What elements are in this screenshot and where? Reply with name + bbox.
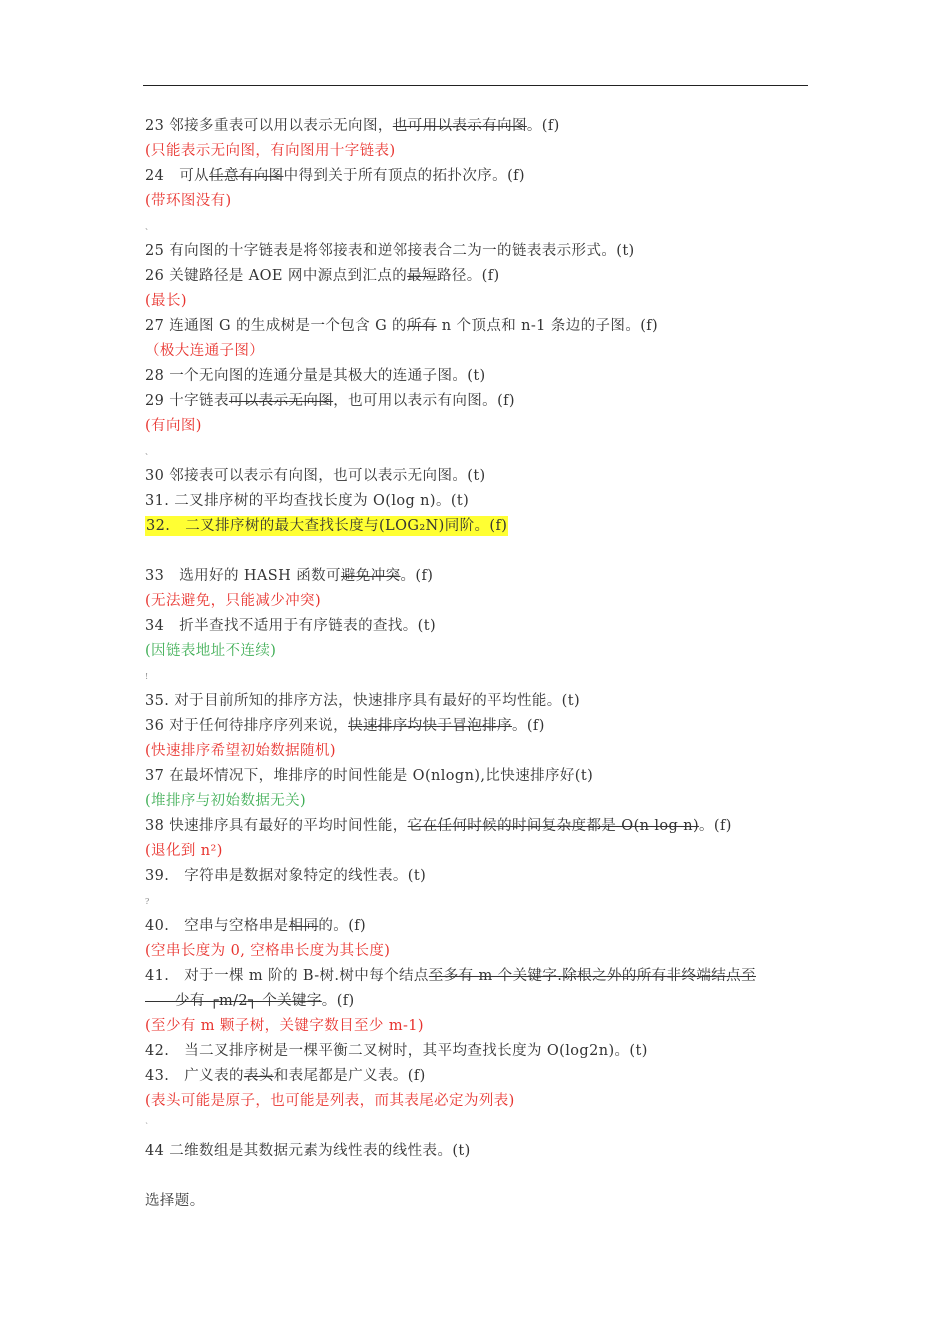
answer-note-40: (空串长度为 0, 空格串长度为其长度) <box>145 943 391 959</box>
answer-note-37: (堆排序与初始数据无关) <box>145 793 307 809</box>
answer-note-24: (带环图没有) <box>145 193 232 209</box>
question-25: 25 有向图的十字链表是将邻接表和逆邻接表合二为一的链表表示形式。(t) <box>145 243 635 259</box>
question-29: 29 十字链表可以表示无向图，也可用以表示有向图。(f) <box>145 393 515 409</box>
question-26: 26 关键路径是 AOE 网中源点到汇点的最短路径。(f) <box>145 268 500 284</box>
question-28: 28 一个无向图的连通分量是其极大的连通子图。(t) <box>145 368 486 384</box>
question-42: 42. 当二叉排序树是一棵平衡二叉树时，其平均查找长度为 O(log2n)。(t) <box>145 1043 648 1059</box>
blank-line <box>145 539 810 564</box>
stray-mark: 、 <box>145 222 154 231</box>
answer-note-36: (快速排序希望初始数据随机) <box>145 743 336 759</box>
question-44: 44 二维数组是其数据元素为线性表的线性表。(t) <box>145 1143 471 1159</box>
question-43: 43. 广义表的表头和表尾都是广义表。(f) <box>145 1068 426 1084</box>
question-33: 33 选用好的 HASH 函数可避免冲突。(f) <box>145 568 434 584</box>
section-heading-choice: 选择题。 <box>145 1193 205 1209</box>
question-24: 24 可从任意有向图中得到关于所有顶点的拓扑次序。(f) <box>145 168 525 184</box>
question-32 <box>145 514 810 539</box>
question-38: 38 快速排序具有最好的平均时间性能，它在任何时候的时间复杂度都是 O(n log n)。(f) <box>145 818 732 834</box>
answer-note-33: (无法避免，只能减少冲突) <box>145 593 322 609</box>
question-30: 30 邻接表可以表示有向图，也可以表示无向图。(t) <box>145 468 486 484</box>
answer-note-41: (至少有 m 颗子树，关键字数目至少 m-1) <box>145 1018 424 1034</box>
stray-mark: ! <box>145 672 149 681</box>
answer-note-43: (表头可能是原子，也可能是列表，而其表尾必定为列表) <box>145 1093 515 1109</box>
question-23: 23 邻接多重表可以用以表示无向图，也可用以表示有向图。(f) <box>145 118 560 134</box>
header-rule <box>143 85 808 86</box>
question-39: 39. 字符串是数据对象特定的线性表。(t) <box>145 868 427 884</box>
question-36: 36 对于任何待排序序列来说，快速排序均快于冒泡排序。(f) <box>145 718 545 734</box>
answer-note-27: （极大连通子图） <box>145 343 265 359</box>
blank-line <box>145 1164 810 1189</box>
question-41: 41. 对于一棵 m 阶的 B-树.树中每个结点至多有 m 个关键字.除根之外的所有非终端结点至 <box>145 968 756 984</box>
question-41-continued: 少有 ┌m/2┐ 个关键字。(f) <box>145 993 355 1009</box>
answer-note-38: (退化到 n²) <box>145 843 223 859</box>
highlighted-question: 32. 二叉排序树的最大查找长度与(LOG₂N)同阶。(f) <box>146 518 508 534</box>
question-34: 34 折半查找不适用于有序链表的查找。(t) <box>145 618 437 634</box>
question-31: 31. 二叉排序树的平均查找长度为 O(log n)。(t) <box>145 493 470 509</box>
answer-note-34: (因链表地址不连续) <box>145 643 277 659</box>
stray-mark: 、 <box>145 447 154 456</box>
question-37: 37 在最坏情况下，堆排序的时间性能是 O(nlogn),比快速排序好(t) <box>145 768 594 784</box>
question-27: 27 连通图 G 的生成树是一个包含 G 的所有 n 个顶点和 n-1 条边的子图。(f) <box>145 318 659 334</box>
answer-note-23: (只能表示无向图，有向图用十字链表) <box>145 143 396 159</box>
answer-note-26: (最长) <box>145 293 187 309</box>
question-35: 35. 对于目前所知的排序方法，快速排序具有最好的平均性能。(t) <box>145 693 581 709</box>
stray-mark: ? <box>145 897 150 906</box>
document-body <box>145 114 810 1214</box>
answer-note-29: (有向图) <box>145 418 202 434</box>
question-40: 40. 空串与空格串是相同的。(f) <box>145 918 367 934</box>
stray-mark: ` <box>145 1122 150 1131</box>
